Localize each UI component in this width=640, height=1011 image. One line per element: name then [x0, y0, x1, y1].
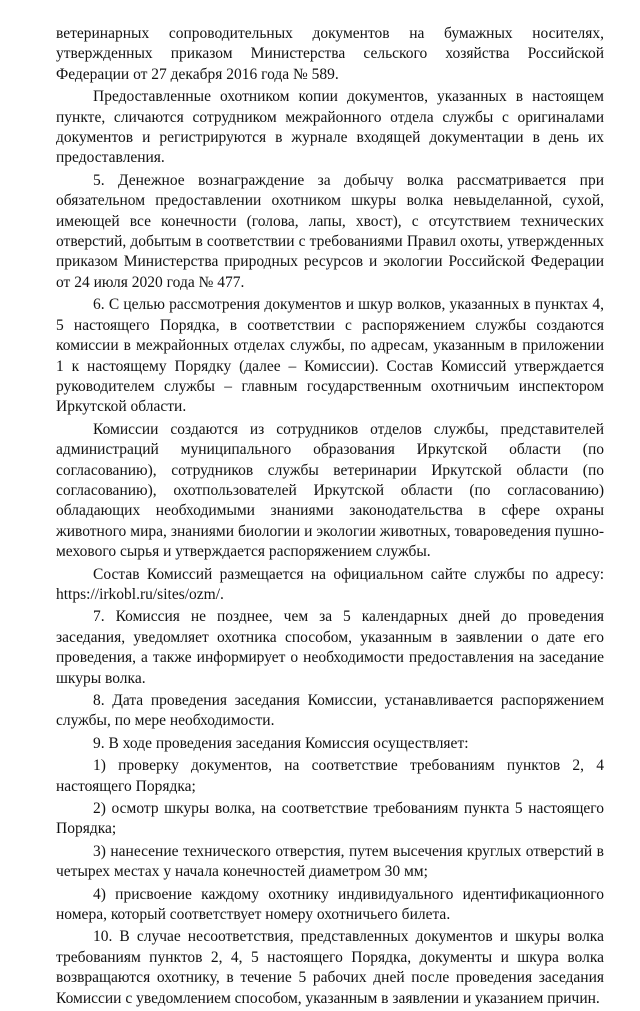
- paragraph-subitem-1: 1) проверку документов, на соответствие требованиям пунктов 2, 4 настоящего Порядка;: [56, 757, 604, 795]
- paragraph-item-5: 5. Денежное вознаграждение за добычу волка рассматривается при обязательном предоставлении охотником шкуры волка невыделанной, сухой, имеющей все конечности (голова, лапы, хвост), с отсутствием технических отверстий, добытым в соответствии с требованиями Правил охоты, утвержденных приказом Министерства природных ресурсов и экологии Российской Федерации от 24 июля 2020 года № 477.: [56, 171, 604, 291]
- paragraph-commission-website: Состав Комиссий размещается на официальном сайте службы по адресу: https://irkobl.ru/sites/ozm/.: [56, 565, 604, 603]
- paragraph-item-8: 8. Дата проведения заседания Комиссии, устанавливается распоряжением службы, по мере необходимости.: [56, 692, 604, 730]
- paragraph-subitem-3: 3) нанесение технического отверстия, путем высечения круглых отверстий в четырех местах у начала конечностей диаметром 30 мм;: [56, 842, 604, 881]
- paragraph-copies-verification: Предоставленные охотником копии документов, указанных в настоящем пункте, сличаются сотрудником межрайонного отдела службы с оригиналами документов и регистрируются в журнале входящей документации в день их предоставления.: [56, 88, 604, 167]
- paragraph-subitem-2: 2) осмотр шкуры волка, на соответствие требованиям пункта 5 настоящего Порядка;: [56, 800, 604, 838]
- paragraph-subitem-4: 4) присвоение каждому охотнику индивидуального идентификационного номера, который соответствует номеру охотничьего билета.: [56, 885, 604, 924]
- paragraph-item-9: 9. В ходе проведения заседания Комиссия осуществляет:: [93, 734, 469, 752]
- document-page: [56, 24, 604, 1011]
- paragraph-item-10: 10. В случае несоответствия, представленных документов и шкуры волка требованиям пунктов 2, 4, 5 настоящего Порядка, документы и шкура волка возвращаются охотнику, в течение 5 рабочих дней после проведения заседания Комиссии с уведомлением способом, указанным в заявлении и указанием причин.: [56, 928, 604, 1007]
- paragraph-vet-documents: ветеринарных сопроводительных документов на бумажных носителях, утвержденных приказом Министерства сельского хозяйства Российской Федерации от 27 декабря 2016 года № 589.: [56, 25, 604, 83]
- paragraph-item-6: 6. С целью рассмотрения документов и шкур волков, указанных в пунктах 4, 5 настоящего Порядка, в соответствии с распоряжением службы создаются комиссии в межрайонных отделах службы, по адресам, указанным в приложении 1 к настоящему Порядку (далее – Комиссии). Состав Комиссий утверждается руководителем службы – главным государственным охотничьим инспектором Иркутской области.: [56, 296, 604, 416]
- paragraph-commission-composition: Комиссии создаются из сотрудников отделов службы, представителей администраций муниципального образования Иркутской области (по согласованию), сотрудников службы ветеринарии Иркутской области (по согласованию), охотпользователей Иркутской области (по согласованию) обладающих необходимыми знаниями законодательства в сфере охраны животного мира, знаниями биологии и экологии животных, товароведения пушно-мехового сырья и утверждается распоряжением службы.: [56, 420, 604, 561]
- paragraph-item-7: 7. Комиссия не позднее, чем за 5 календарных дней до проведения заседания, уведомляет охотника способом, указанным в заявлении о дате его проведения, а также информирует о необходимости предоставления на заседание шкуры волка.: [56, 608, 604, 687]
